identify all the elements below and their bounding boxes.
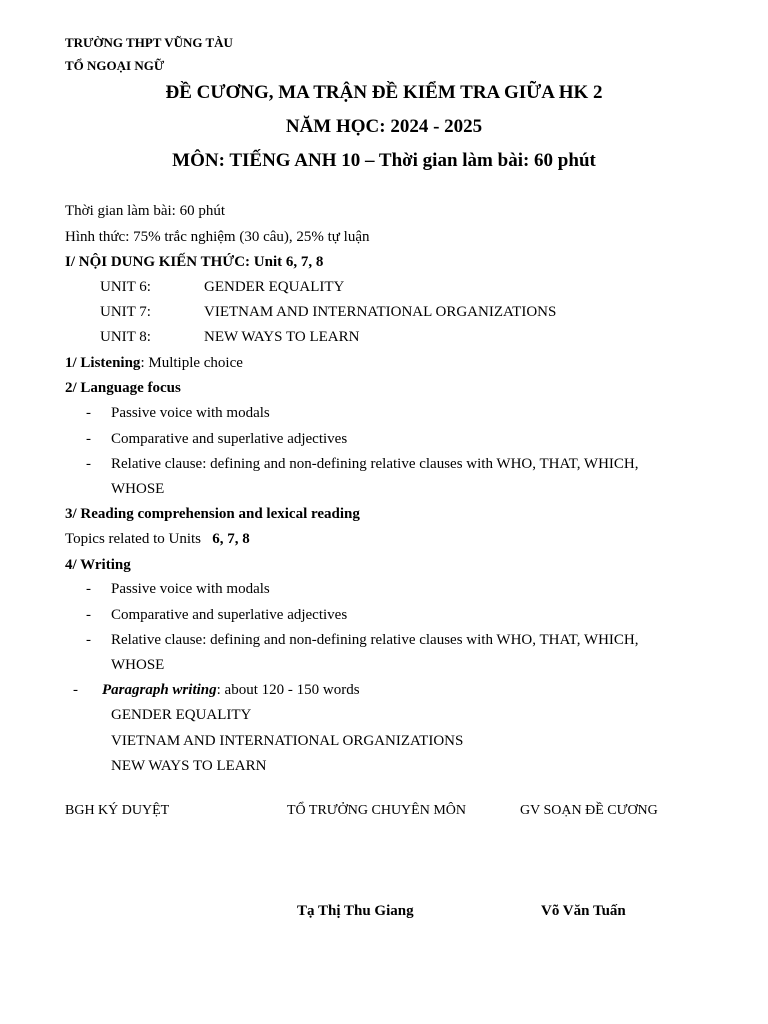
unit-code: UNIT 7:: [100, 304, 151, 320]
list-item-text: Relative clause: defining and non-defining relative clauses with WHO, THAT, WHICH,: [111, 632, 639, 648]
list-item-text: Comparative and superlative adjectives: [111, 607, 348, 623]
list-item: [86, 632, 639, 649]
unit-row: [100, 279, 344, 296]
exam-format: Hình thức: 75% trắc nghiệm (30 câu), 25% tự luận: [65, 229, 370, 245]
unit-code: UNIT 8:: [100, 329, 151, 345]
exam-time: Thời gian làm bài: 60 phút: [65, 203, 225, 219]
language-focus-heading: 2/ Language focus: [65, 380, 181, 396]
list-item-text: Relative clause: defining and non-defining relative clauses with WHO, THAT, WHICH,: [111, 456, 639, 472]
section1-heading: I/ NỘI DUNG KIẾN THỨC: Unit 6, 7, 8: [65, 254, 324, 270]
reading-topics: [65, 531, 250, 548]
writing-topic: VIETNAM AND INTERNATIONAL ORGANIZATIONS: [111, 733, 464, 749]
reading-topics-label: Topics related to Units: [65, 531, 202, 547]
bullet-dash: -: [86, 456, 91, 472]
writing-topic: GENDER EQUALITY: [111, 707, 252, 723]
unit-row: [100, 329, 359, 346]
listening-label: 1/ Listening: [65, 355, 141, 371]
listening-text: : Multiple choice: [140, 355, 243, 371]
paragraph-writing-text: : about 120 - 150 words: [216, 682, 360, 698]
listening-line: [65, 355, 243, 372]
paragraph-writing-line: [73, 682, 360, 699]
subject-line: MÔN: TIẾNG ANH 10 – Thời gian làm bài: 60 phút: [172, 150, 596, 171]
signature-to-truong: TỔ TRƯỞNG CHUYÊN MÔN: [287, 803, 466, 818]
list-item: [86, 405, 270, 422]
bullet-dash: -: [86, 581, 91, 597]
reading-heading: 3/ Reading comprehension and lexical reading: [65, 506, 360, 522]
unit-name: NEW WAYS TO LEARN: [204, 329, 360, 345]
writing-heading: 4/ Writing: [65, 557, 131, 573]
bullet-dash: -: [86, 405, 91, 421]
list-item: [86, 456, 639, 473]
writing-topic: NEW WAYS TO LEARN: [111, 758, 267, 774]
school-name: TRƯỜNG THPT VŨNG TÀU: [65, 35, 233, 50]
signature-bgh: BGH KÝ DUYỆT: [65, 803, 170, 818]
list-item-text: Comparative and superlative adjectives: [111, 431, 348, 447]
document-title: ĐỀ CƯƠNG, MA TRẬN ĐỀ KIỂM TRA GIỮA HK 2: [165, 82, 603, 103]
unit-code: UNIT 6:: [100, 279, 151, 295]
bullet-dash: -: [73, 682, 78, 698]
list-item-continuation: WHOSE: [111, 481, 165, 497]
bullet-dash: -: [86, 607, 91, 623]
list-item: [86, 431, 347, 448]
bullet-dash: -: [86, 431, 91, 447]
list-item-text: Passive voice with modals: [111, 405, 270, 421]
school-year: NĂM HỌC: 2024 - 2025: [285, 116, 483, 137]
to-truong-name: Tạ Thị Thu Giang: [297, 903, 414, 919]
bullet-dash: -: [86, 632, 91, 648]
unit-name: GENDER EQUALITY: [204, 279, 345, 295]
signature-gv: GV SOẠN ĐỀ CƯƠNG: [520, 803, 658, 818]
gv-name: Võ Văn Tuấn: [541, 903, 626, 919]
unit-name: VIETNAM AND INTERNATIONAL ORGANIZATIONS: [204, 304, 557, 320]
list-item-continuation: WHOSE: [111, 657, 165, 673]
unit-row: [100, 304, 556, 321]
department-name: TỔ NGOẠI NGỮ: [65, 58, 165, 73]
list-item: [86, 581, 270, 598]
list-item-text: Passive voice with modals: [111, 581, 270, 597]
list-item: [86, 607, 347, 624]
paragraph-writing-label: Paragraph writing: [102, 682, 217, 698]
reading-topics-units: 6, 7, 8: [212, 531, 250, 547]
